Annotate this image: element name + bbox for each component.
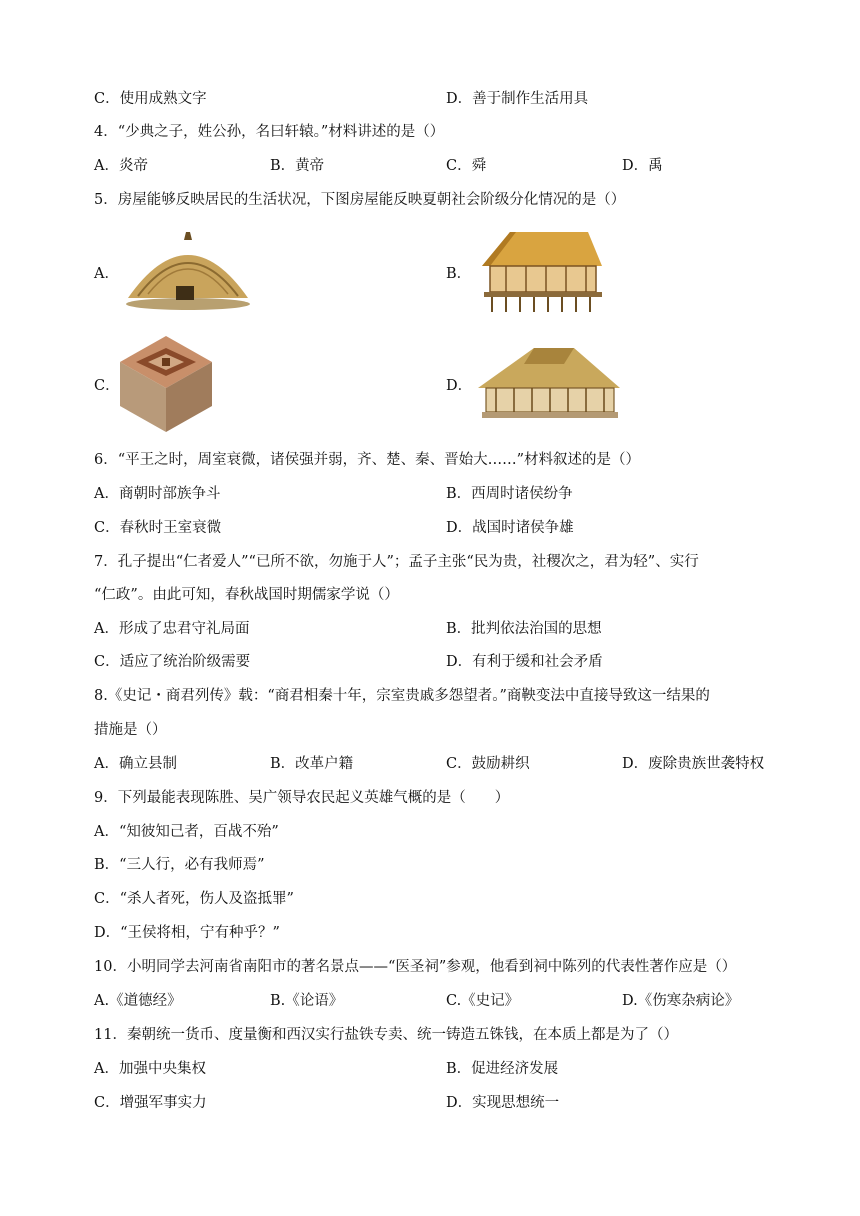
walled-courtyard-palace-image (116, 332, 216, 436)
q8-option-d: D．废除贵族世袭特权 (622, 756, 765, 772)
q9-option-d: D．“王侯将相，宁有种乎？” (94, 925, 280, 941)
q6-option-c: C．春秋时王室衰微 (94, 520, 222, 536)
q4-option-c: C．舜 (446, 158, 487, 174)
question-4-stem: 4．“少典之子，姓公孙，名曰轩辕。”材料讲述的是（） (94, 124, 445, 140)
question-6-stem: 6．“平王之时，周室衰微，诸侯强并弱，齐、楚、秦、晋始大……”材料叙述的是（） (94, 452, 641, 468)
question-7-stem-line2: “仁政”。由此可知，春秋战国时期儒家学说（） (94, 587, 399, 603)
question-11-stem: 11．秦朝统一货币、度量衡和西汉实行盐铁专卖、统一铸造五铢钱，在本质上都是为了（） (94, 1027, 678, 1043)
q7-option-d: D．有利于缓和社会矛盾 (446, 654, 603, 670)
question-10-stem: 10．小明同学去河南省南阳市的著名景点——“医圣祠”参观，他看到祠中陈列的代表性著作应是（） (94, 959, 737, 975)
q6-option-b: B．西周时诸侯纷争 (446, 486, 573, 502)
q11-option-a: A．加强中央集权 (94, 1061, 206, 1077)
q11-option-b: B．促进经济发展 (446, 1061, 559, 1077)
question-8-stem-line1: 8.《史记・商君列传》载：“商君相秦十年，宗室贵戚多怨望者。”商鞅变法中直接导致这一结果的 (94, 688, 710, 704)
q9-option-c: C．“杀人者死，伤人及盗抵罪” (94, 891, 294, 907)
q5-option-c: C． (94, 378, 120, 394)
stilt-house-image (476, 226, 604, 314)
q10-option-a: A.《道德经》 (94, 993, 182, 1009)
q5-option-a: A． (94, 266, 119, 282)
q6-option-d: D．战国时诸侯争雄 (446, 520, 574, 536)
option-d: D．善于制作生活用具 (446, 91, 589, 107)
question-8-stem-line2: 措施是（） (94, 722, 167, 738)
q7-option-c: C．适应了统治阶级需要 (94, 654, 251, 670)
q4-option-b: B．黄帝 (270, 158, 325, 174)
large-thatched-hall-image (474, 344, 624, 424)
q9-option-a: A．“知彼知己者，百战不殆” (94, 824, 279, 840)
q8-option-c: C．鼓励耕织 (446, 756, 530, 772)
q7-option-a: A．形成了忠君守礼局面 (94, 621, 250, 637)
q8-option-b: B．改革户籍 (270, 756, 354, 772)
q10-option-d: D.《伤寒杂病论》 (622, 993, 740, 1009)
question-5-stem: 5．房屋能够反映居民的生活状况，下图房屋能反映夏朝社会阶级分化情况的是（） (94, 192, 626, 208)
q10-option-b: B.《论语》 (270, 993, 344, 1009)
option-c: C．使用成熟文字 (94, 91, 207, 107)
q11-option-d: D．实现思想统一 (446, 1095, 560, 1111)
thatched-round-hut-image (118, 230, 258, 312)
q4-option-d: D．禹 (622, 158, 663, 174)
q4-option-a: A．炎帝 (94, 158, 148, 174)
q8-option-a: A．确立县制 (94, 756, 177, 772)
q10-option-c: C.《史记》 (446, 993, 520, 1009)
q5-option-b: B． (446, 266, 472, 282)
q9-option-b: B．“三人行，必有我师焉” (94, 857, 265, 873)
q7-option-b: B．批判依法治国的思想 (446, 621, 602, 637)
q6-option-a: A．商朝时部族争斗 (94, 486, 221, 502)
question-7-stem-line1: 7．孔子提出“仁者爱人”“已所不欲，勿施于人”；孟子主张“民为贵，社稷次之，君为轻”、实行 (94, 554, 699, 570)
q5-option-d: D． (446, 378, 473, 394)
question-9-stem: 9．下列最能表现陈胜、吴广领导农民起义英雄气概的是（ ） (94, 790, 510, 806)
q11-option-c: C．增强军事实力 (94, 1095, 207, 1111)
